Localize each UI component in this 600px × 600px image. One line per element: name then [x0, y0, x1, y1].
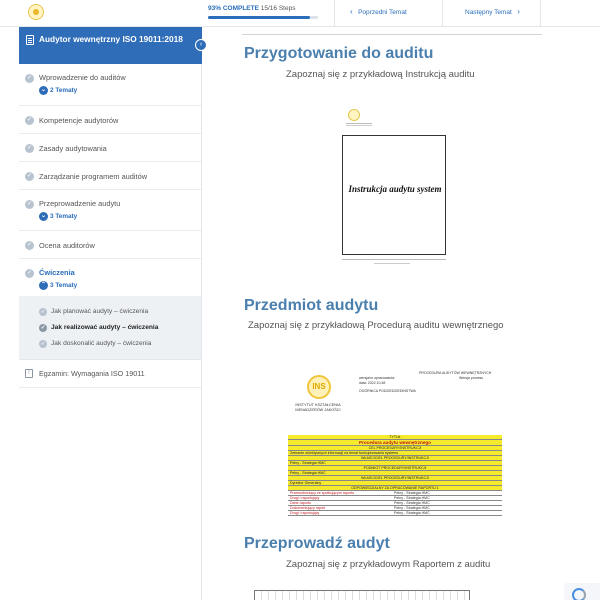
- table-cell: CEL PROCESURY/INSTRUKCJI: [368, 446, 422, 450]
- recaptcha-badge-icon[interactable]: [564, 583, 600, 600]
- course-title: Audytor wewnętrzny ISO 19011:2018: [39, 34, 183, 44]
- chevron-up-icon: ⌃: [40, 282, 47, 288]
- table-cell: Drugi i raportujący: [290, 496, 320, 500]
- section-title: Przedmiot audytu: [244, 297, 379, 314]
- sidebar-lesson-introduction[interactable]: [19, 64, 201, 106]
- institute-logo-icon: INS: [307, 375, 331, 399]
- lesson-label: Ćwiczenia: [39, 268, 75, 277]
- instruction-document-image[interactable]: [340, 107, 446, 277]
- header-lines: [346, 123, 372, 124]
- sidebar-lesson-conducting-audit[interactable]: [19, 190, 201, 231]
- check-icon: ✓: [26, 201, 33, 207]
- topics-count: 2 Tematy: [50, 87, 78, 95]
- table-cell: Pełny - Strategia HMC: [394, 501, 430, 505]
- topic-label: Jak doskonalić audyty – ćwiczenia: [51, 340, 152, 347]
- divider: [540, 0, 541, 27]
- document-page: [342, 135, 446, 255]
- sidebar-quiz-exam[interactable]: [19, 360, 201, 388]
- section-title: Przygotowanie do auditu: [244, 45, 434, 62]
- procedure-document-image[interactable]: [284, 367, 504, 517]
- section-subtitle: Zapoznaj się z przykładowym Raportem z auditu: [286, 559, 491, 570]
- chevron-down-icon: ⌄: [40, 213, 47, 219]
- sidebar-lesson-auditor-evaluation[interactable]: [19, 231, 201, 259]
- check-icon: ✓: [26, 173, 33, 179]
- site-logo-icon[interactable]: [28, 4, 44, 20]
- next-topic-button[interactable]: [465, 7, 520, 16]
- topic-label: Jak planować audyty – ćwiczenia: [51, 308, 149, 315]
- check-icon: ✓: [26, 270, 33, 276]
- divider: [442, 0, 443, 27]
- footer-line: [342, 259, 446, 260]
- header-text: wersja/nr opracowania:: [359, 376, 395, 380]
- table-cell: Pełny - Strategia HMC: [290, 461, 326, 465]
- report-document-image[interactable]: [254, 590, 470, 600]
- sidebar-lesson-program-management[interactable]: [19, 162, 201, 190]
- lesson-label: Wprowadzenie do auditów: [39, 73, 126, 82]
- table-cell: Pełny - Strategia HMC: [394, 511, 430, 515]
- table-cell: TYTUŁ: [389, 435, 401, 439]
- lesson-content: [202, 27, 600, 600]
- document-header-title: [419, 371, 491, 381]
- check-icon: ✓: [40, 309, 46, 315]
- course-sidebar: [19, 27, 202, 600]
- header-text: Wersja procesu: [459, 376, 484, 380]
- divider: [334, 0, 335, 27]
- course-header[interactable]: [19, 27, 202, 64]
- check-icon: ✓: [40, 341, 46, 347]
- sidebar-lesson-competence[interactable]: [19, 106, 201, 134]
- logo-icon: [348, 109, 360, 121]
- table-cell: Przewodniczący ze spotkującym raportu: [290, 491, 355, 495]
- table-cell: WŁAŚCICIEL PROCEDURY/INSTRUKCJI: [361, 476, 429, 480]
- section-title: Przeprowadź audyt: [244, 535, 390, 552]
- topics-count: 3 Tematy: [50, 213, 78, 221]
- chevron-right-icon: ›: [517, 7, 520, 16]
- progress-bar-fill: [208, 16, 310, 19]
- collapse-sidebar-button[interactable]: ‹: [195, 39, 207, 51]
- progress-percent: 93% COMPLETE: [208, 5, 259, 12]
- previous-topic-label: Poprzedni Temat: [358, 9, 407, 16]
- topic-label: Jak realizować audyty – ćwiczenia: [51, 324, 159, 331]
- procedure-table: [288, 435, 502, 516]
- next-topic-label: Następny Temat: [465, 9, 512, 16]
- topic-improve-audits[interactable]: [39, 340, 201, 347]
- lesson-label: Kompetencje audytorów: [39, 116, 119, 125]
- header-text: PROCEDURA AUDYTÓW WEWNĘTRZNYCH: [419, 371, 492, 375]
- table-cell: Pełny - Strategia HMC: [290, 471, 326, 475]
- table-cell: WŁAŚCICIEL PROCEDURY/INSTRUKCJI: [361, 456, 429, 460]
- previous-topic-button[interactable]: [350, 7, 407, 16]
- sidebar-lesson-principles[interactable]: [19, 134, 201, 162]
- table-cell: ODPOWIEDZIALNY ZA OPRACOWANIE RAPORTU 1: [351, 486, 439, 490]
- lesson-label: Zarządzanie programem auditów: [39, 172, 148, 181]
- check-icon: ✓: [26, 75, 33, 81]
- table-cell: Procedura audytu wewnętrznego: [359, 440, 431, 445]
- quiz-label: Egzamin: Wymagania ISO 19011: [39, 369, 145, 378]
- table-cell: Pełny - Strategia HMC: [394, 491, 430, 495]
- topics-toggle[interactable]: [39, 212, 201, 221]
- progress-label: [208, 5, 295, 12]
- sidebar-lesson-exercises[interactable]: [19, 259, 201, 296]
- header-text: data: 2022.10.48: [359, 381, 386, 385]
- topics-toggle[interactable]: [39, 281, 201, 290]
- check-icon: ✓: [40, 325, 46, 331]
- check-icon: ✓: [26, 145, 33, 151]
- lesson-label: Przeprowadzenie audytu: [39, 199, 121, 208]
- progress-bar: [208, 16, 318, 19]
- topic-plan-audits[interactable]: [39, 308, 201, 315]
- table-cell: Pełny - Strategia HMC: [394, 506, 430, 510]
- section-subtitle: Zapoznaj się z przykładową Procedurą auditu wewnętrznego: [248, 320, 504, 331]
- lesson-label: Zasady audytowania: [39, 144, 107, 153]
- header-text: OGÓRNICA PODZIEDZIEDINSTWA: [359, 389, 416, 393]
- table-cell: Drugi i raportujący: [290, 511, 320, 515]
- topic-conduct-audits[interactable]: [39, 324, 201, 331]
- divider: [242, 34, 542, 35]
- table-cell: Dyrektor Generalny: [290, 481, 322, 485]
- document-title: Instrukcja audytu system: [348, 184, 442, 194]
- footer-line: [374, 263, 410, 264]
- top-bar: [0, 0, 600, 27]
- table-cell: Dokumentujący raport: [290, 506, 326, 510]
- table-cell: Zebranie obiektywnych informacji na temat funkcjonowania systemu: [290, 451, 399, 455]
- institute-name: INSTYTUT KSZTAŁCENIA MENADŻERÓW JAKOŚCI: [295, 403, 341, 412]
- table-cell: PODMIOT PROCEDURY/INSTRUKCJI: [363, 466, 427, 470]
- chevron-down-icon: ⌄: [40, 87, 47, 93]
- topics-toggle[interactable]: [39, 86, 201, 95]
- check-icon: ✓: [26, 117, 33, 123]
- lesson-label: Ocena auditorów: [39, 241, 95, 250]
- section-subtitle: Zapoznaj się z przykładową Instrukcją auditu: [286, 69, 475, 80]
- topics-count: 3 Tematy: [50, 282, 78, 290]
- table-row: [288, 511, 502, 516]
- exercise-topics-list: [19, 296, 201, 360]
- document-header-meta: [359, 376, 416, 394]
- chevron-left-icon: ‹: [350, 7, 353, 16]
- quiz-icon: !: [25, 369, 33, 378]
- progress-steps: 15/16 Steps: [260, 5, 296, 12]
- check-icon: ✓: [26, 242, 33, 248]
- table-cell: Pełny - Strategia HMC: [394, 496, 430, 500]
- table-cell: Dane raportu: [290, 501, 311, 505]
- document-icon: [26, 35, 34, 45]
